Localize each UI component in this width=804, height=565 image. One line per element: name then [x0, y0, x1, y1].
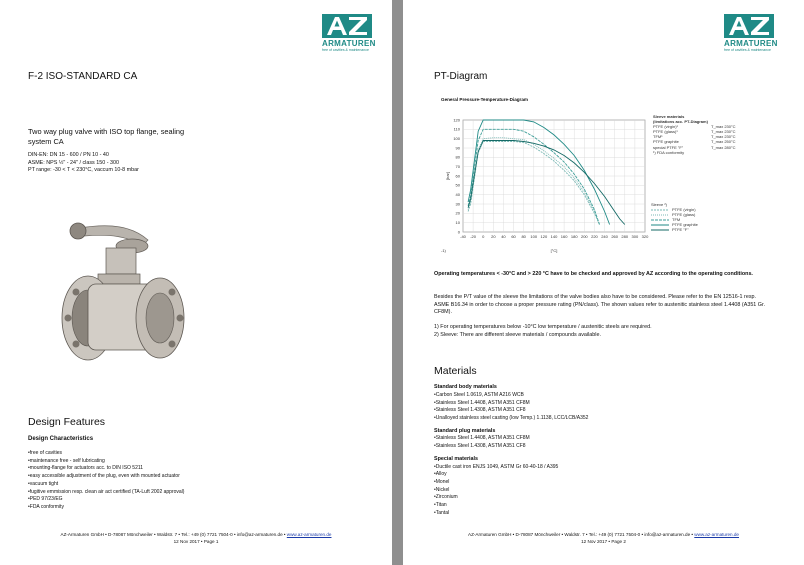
x-tick-label: 80: [521, 234, 526, 239]
y-tick-label: 60: [455, 173, 460, 179]
y-tick-label: 120: [453, 117, 460, 123]
list-item: • Tantal: [434, 510, 774, 518]
legend-title: Sleeve ²): [651, 202, 668, 207]
x-tick-label: -40: [460, 234, 466, 239]
materials-group-title: Special materials: [434, 455, 479, 462]
y-tick-label: 80: [455, 154, 460, 160]
az-wordmark: ARMATUREN: [724, 39, 778, 48]
list-item: • Stainless Steel 1.4408, ASTM A351 CF8M: [434, 435, 774, 443]
az-tagline: free of cavities & maintenance: [724, 48, 771, 52]
pt-footnote-1: 1) For operating temperatures below -10°C low temperature / austenitic steels are required.: [434, 324, 652, 330]
az-wordmark: ARMATUREN: [322, 39, 376, 48]
x-tick-label: 100: [530, 234, 538, 239]
legend-swatch: [651, 228, 669, 232]
legend-swatch: [651, 218, 669, 222]
list-item: • maintenance free - self lubricating: [28, 458, 184, 466]
x-tick-label: 20: [491, 234, 496, 239]
list-item: • Titan: [434, 502, 774, 510]
spec-din: DIN-EN: DN 15 - 600 / PN 10 - 40: [28, 152, 109, 158]
y-tick-label: 0: [457, 229, 460, 235]
list-item: • Unalloyed stainless steel casting (low Temp.) 1.1138, LCC/LCB/A352: [434, 415, 774, 423]
y-axis-label: [bar]: [445, 171, 450, 181]
page-footer: [403, 532, 804, 545]
legend-label: PTFE graphite: [672, 222, 698, 228]
page-footer: [0, 532, 392, 545]
x-tick-label: 120: [540, 234, 548, 239]
materials-list: [434, 384, 774, 518]
design-features-list: [28, 450, 184, 512]
pt-footnote-2: 2) Sleeve: There are different sleeve materials / compounds available.: [434, 331, 602, 338]
sleeve-material-name: TFM¹: [653, 134, 663, 140]
pt-note: Operating temperatures < -30°C and > 220 °C have to be checked and approved by AZ according to the operating conditions.: [434, 271, 753, 277]
materials-group-items: [434, 392, 774, 423]
list-item: • Stainless Steel 1.4408, ASTM A351 CF8M: [434, 400, 774, 408]
list-item: • Carbon Steel 1.0619, ASTM A216 WCB: [434, 392, 774, 400]
y-tick-label: 100: [453, 136, 460, 142]
legend-swatch: [651, 223, 669, 227]
chart-title: General Pressure-Temperature-Diagram: [441, 97, 528, 102]
legend-swatch: [651, 213, 669, 217]
x-tick-label: -20: [470, 234, 477, 239]
az-logo: [322, 14, 376, 52]
valve-image: [50, 208, 190, 368]
x-axis-marker: -1): [441, 248, 446, 253]
sleeve-materials-title: Sleeve materials: [653, 114, 685, 119]
list-item: • easy accessible adjustment of the plug, even with mounted actuator: [28, 473, 184, 481]
sleeve-materials-footnote: ¹) FDA conformity: [653, 149, 685, 155]
sleeve-material-name: PTFE (glass)¹: [653, 129, 678, 135]
materials-heading: Materials: [434, 365, 477, 377]
x-tick-label: 60: [511, 234, 516, 239]
materials-group-items: [434, 435, 774, 450]
sleeve-materials-rows: [653, 124, 773, 149]
sleeve-material-limit: T_max 250°C: [711, 139, 736, 145]
az-logo-mark: [322, 14, 372, 38]
pt-footnotes: [434, 324, 769, 339]
footer-date-page: 12 Nov 2017 • Page 2: [581, 538, 626, 544]
list-item: • Stainless Steel 1.4308, ASTM A351 CF8: [434, 443, 774, 451]
page-2: [403, 0, 804, 565]
y-tick-label: 50: [455, 182, 460, 188]
footer-address: AZ-Armaturen GmbH • D-78087 Mönchweiler • Waldstr. 7 • Tel.: +49 (0) 7721 7504-0 • info@az-armaturen.de •: [60, 532, 286, 537]
list-item: • Zirconium: [434, 494, 774, 502]
x-tick-label: 260: [611, 234, 619, 239]
materials-group-items: [434, 464, 774, 518]
y-tick-label: 40: [455, 192, 460, 198]
y-tick-label: 30: [455, 201, 460, 207]
az-logo: [724, 14, 778, 52]
legend-swatch: [651, 208, 669, 212]
x-tick-label: 220: [591, 234, 598, 239]
website-link[interactable]: www.az-armaturen.de: [694, 532, 739, 537]
pt-paragraph: Besides the P/T value of the sleeve the limitations of the valve bodies also have to be considered. Please refer to the EN 12516-1 resp. ASME B16.34 in order to choose a proper pressure rating (PN/class). The shown values refer to austenitic stainless steel 1.4408 (A351 Gr. CF8M).: [434, 294, 765, 316]
spec-pt-range: PT range: -30 < T < 230°C, vaccum 10-8 mbar: [28, 167, 139, 174]
x-tick-label: 40: [501, 234, 506, 239]
x-tick-label: 140: [550, 234, 558, 239]
legend-label: PTFE "F": [672, 227, 689, 233]
list-item: • Nickel: [434, 487, 774, 495]
x-tick-label: 0: [482, 234, 485, 239]
x-tick-label: 300: [631, 234, 639, 239]
materials-group-title: Standard plug materials: [434, 427, 496, 434]
sleeve-materials-box: [653, 114, 773, 155]
x-axis-label: [°C]: [550, 248, 558, 253]
footer-address: AZ-Armaturen GmbH • D-78087 Mönchweiler • Waldstr. 7 • Tel.: +49 (0) 7721 7504-0 • info@az-armaturen.de •: [468, 532, 694, 537]
az-logo-mark: [724, 14, 774, 38]
x-tick-label: 240: [601, 234, 608, 239]
legend-label: PTFE (glass): [672, 212, 696, 218]
list-item: • free of cavities: [28, 450, 184, 458]
list-item: • mounting-flange for actuators acc. to DIN ISO 5211: [28, 465, 184, 473]
chart-legend: [651, 202, 751, 233]
product-specs: [28, 152, 139, 175]
y-tick-label: 10: [455, 220, 460, 226]
x-tick-label: 160: [560, 234, 568, 239]
page-1: [0, 0, 392, 565]
x-tick-label: 200: [580, 234, 588, 239]
sleeve-material-limit: T_max 280°C: [711, 144, 736, 150]
x-tick-label: 280: [621, 234, 629, 239]
y-tick-label: 70: [455, 164, 460, 170]
website-link[interactable]: www.az-armaturen.de: [286, 532, 332, 537]
x-tick-label: 320: [641, 234, 649, 239]
sleeve-material-name: special PTFE "F": [653, 144, 684, 150]
footer-date-page: 12 Nov 2017 • Page 1: [173, 538, 219, 544]
y-tick-label: 20: [455, 210, 460, 216]
sleeve-materials-subtitle: (limitations acc. PT-Diagram): [653, 119, 708, 125]
product-title: F-2 ISO-STANDARD CA: [28, 71, 138, 82]
list-item: • Ductile cast iron ENJS 1049, ASTM Gr 60-40-18 / A395: [434, 464, 774, 472]
legend-item: [651, 227, 751, 232]
spec-asme: ASME: NPS ½" - 24" / class 150 - 300: [28, 159, 120, 166]
y-tick-label: 110: [453, 126, 460, 132]
sleeve-material-limit: T_max 230°C: [711, 134, 736, 140]
legend-label: TFM: [672, 217, 681, 223]
pt-diagram-heading: PT-Diagram: [434, 71, 488, 82]
y-tick-label: 90: [455, 145, 460, 151]
list-item: • Monel: [434, 479, 774, 487]
list-item: • Alloy: [434, 471, 774, 479]
list-item: • Stainless Steel 1.4308, ASTM A351 CF8: [434, 407, 774, 415]
sleeve-material-limit: T_max 230°C: [711, 129, 736, 135]
x-tick-label: 180: [570, 234, 578, 239]
design-features-heading: Design Features: [28, 416, 106, 428]
product-subtitle: Two way plug valve with ISO top flange, sealing system CA: [28, 127, 185, 146]
az-tagline: free of cavities & maintenance: [322, 48, 369, 52]
sleeve-material-name: PTFE graphite: [653, 139, 679, 145]
list-item: • vacuum tight: [28, 481, 184, 489]
materials-group-title: Standard body materials: [434, 384, 497, 390]
list-item: • fugitive emmission resp. clean air act certified (TA-Luft 2002 approval): [28, 489, 184, 497]
legend-items: [651, 207, 751, 232]
list-item: • FDA conformity: [28, 504, 184, 512]
pt-chart: [433, 108, 651, 264]
sleeve-material-limit: T_max 230°C: [711, 124, 736, 130]
list-item: • PED 97/23/EG: [28, 496, 184, 504]
legend-label: PTFE (virgin): [672, 207, 696, 213]
sleeve-material-name: PTFE (virgin)¹: [653, 124, 678, 130]
design-characteristics-heading: Design Characteristics: [28, 436, 94, 442]
